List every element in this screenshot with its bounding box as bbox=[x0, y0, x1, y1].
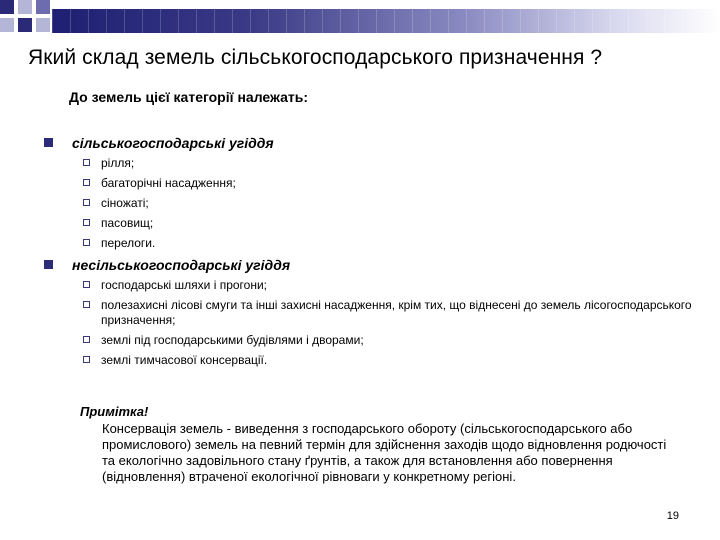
list-item bbox=[42, 196, 692, 211]
group-heading-text: несільськогосподарські угіддя bbox=[72, 257, 291, 273]
slide-content bbox=[42, 134, 692, 373]
outlined-square-bullet-icon bbox=[83, 301, 90, 308]
decorative-square bbox=[36, 18, 50, 32]
decorative-square bbox=[36, 0, 50, 14]
list-item-text: пасовищ; bbox=[101, 216, 154, 230]
group-heading bbox=[42, 256, 692, 274]
outlined-square-bullet-icon bbox=[83, 199, 90, 206]
list-item-text: полезахисні лісові смуги та інші захисні насадження, крім тих, що віднесені до земель лісогосподарського призначення; bbox=[101, 298, 692, 327]
decorative-square bbox=[18, 0, 32, 14]
decorative-square bbox=[18, 18, 32, 32]
list-item bbox=[42, 333, 692, 348]
list-item bbox=[42, 156, 692, 171]
category-items-list bbox=[42, 156, 692, 251]
group-heading-text: сільськогосподарські угіддя bbox=[72, 135, 274, 151]
category-items-list bbox=[42, 278, 692, 368]
note-block bbox=[80, 403, 680, 485]
list-item bbox=[42, 176, 692, 191]
decorative-square bbox=[0, 18, 14, 32]
filled-square-bullet-icon bbox=[44, 260, 53, 269]
list-item bbox=[42, 298, 692, 328]
list-item-text: перелоги. bbox=[101, 236, 156, 250]
list-item-text: господарські шляхи і прогони; bbox=[101, 278, 268, 292]
outlined-square-bullet-icon bbox=[83, 281, 90, 288]
list-item-text: рілля; bbox=[101, 156, 135, 170]
decorative-squares bbox=[0, 0, 60, 46]
category-group-agricultural bbox=[42, 134, 692, 251]
outlined-square-bullet-icon bbox=[83, 219, 90, 226]
header-bar-pattern bbox=[52, 9, 720, 33]
group-heading bbox=[42, 134, 692, 152]
outlined-square-bullet-icon bbox=[83, 336, 90, 343]
slide-title: Який склад земель сільськогосподарського призначення ? bbox=[28, 46, 603, 69]
outlined-square-bullet-icon bbox=[83, 356, 90, 363]
note-label: Примітка! bbox=[80, 404, 149, 419]
list-item-text: землі тимчасової консервації. bbox=[101, 353, 268, 367]
intro-text: До земель цієї категорії належать: bbox=[69, 89, 309, 105]
list-item bbox=[42, 216, 692, 231]
outlined-square-bullet-icon bbox=[83, 159, 90, 166]
filled-square-bullet-icon bbox=[44, 138, 53, 147]
list-item-text: землі під господарськими будівлями і дворами; bbox=[101, 333, 364, 347]
page-number: 19 bbox=[666, 510, 679, 522]
list-item-text: багаторічні насадження; bbox=[101, 176, 236, 190]
list-item bbox=[42, 236, 692, 251]
note-text: Консервація земель - виведення з господарського обороту (сільськогосподарського або промислового) земель на певний термін для здійснення заходів щодо відновлення родючості та екологічно задовільного стану ґрунтів, а також для встановлення або повернення (відновлення) втраченої екологічної рівноваги у конкретному регіоні. bbox=[102, 421, 667, 484]
list-item-text: сіножаті; bbox=[101, 196, 149, 210]
outlined-square-bullet-icon bbox=[83, 179, 90, 186]
outlined-square-bullet-icon bbox=[83, 239, 90, 246]
list-item bbox=[42, 353, 692, 368]
decorative-square bbox=[0, 0, 14, 14]
list-item bbox=[42, 278, 692, 293]
category-group-non-agricultural bbox=[42, 256, 692, 368]
